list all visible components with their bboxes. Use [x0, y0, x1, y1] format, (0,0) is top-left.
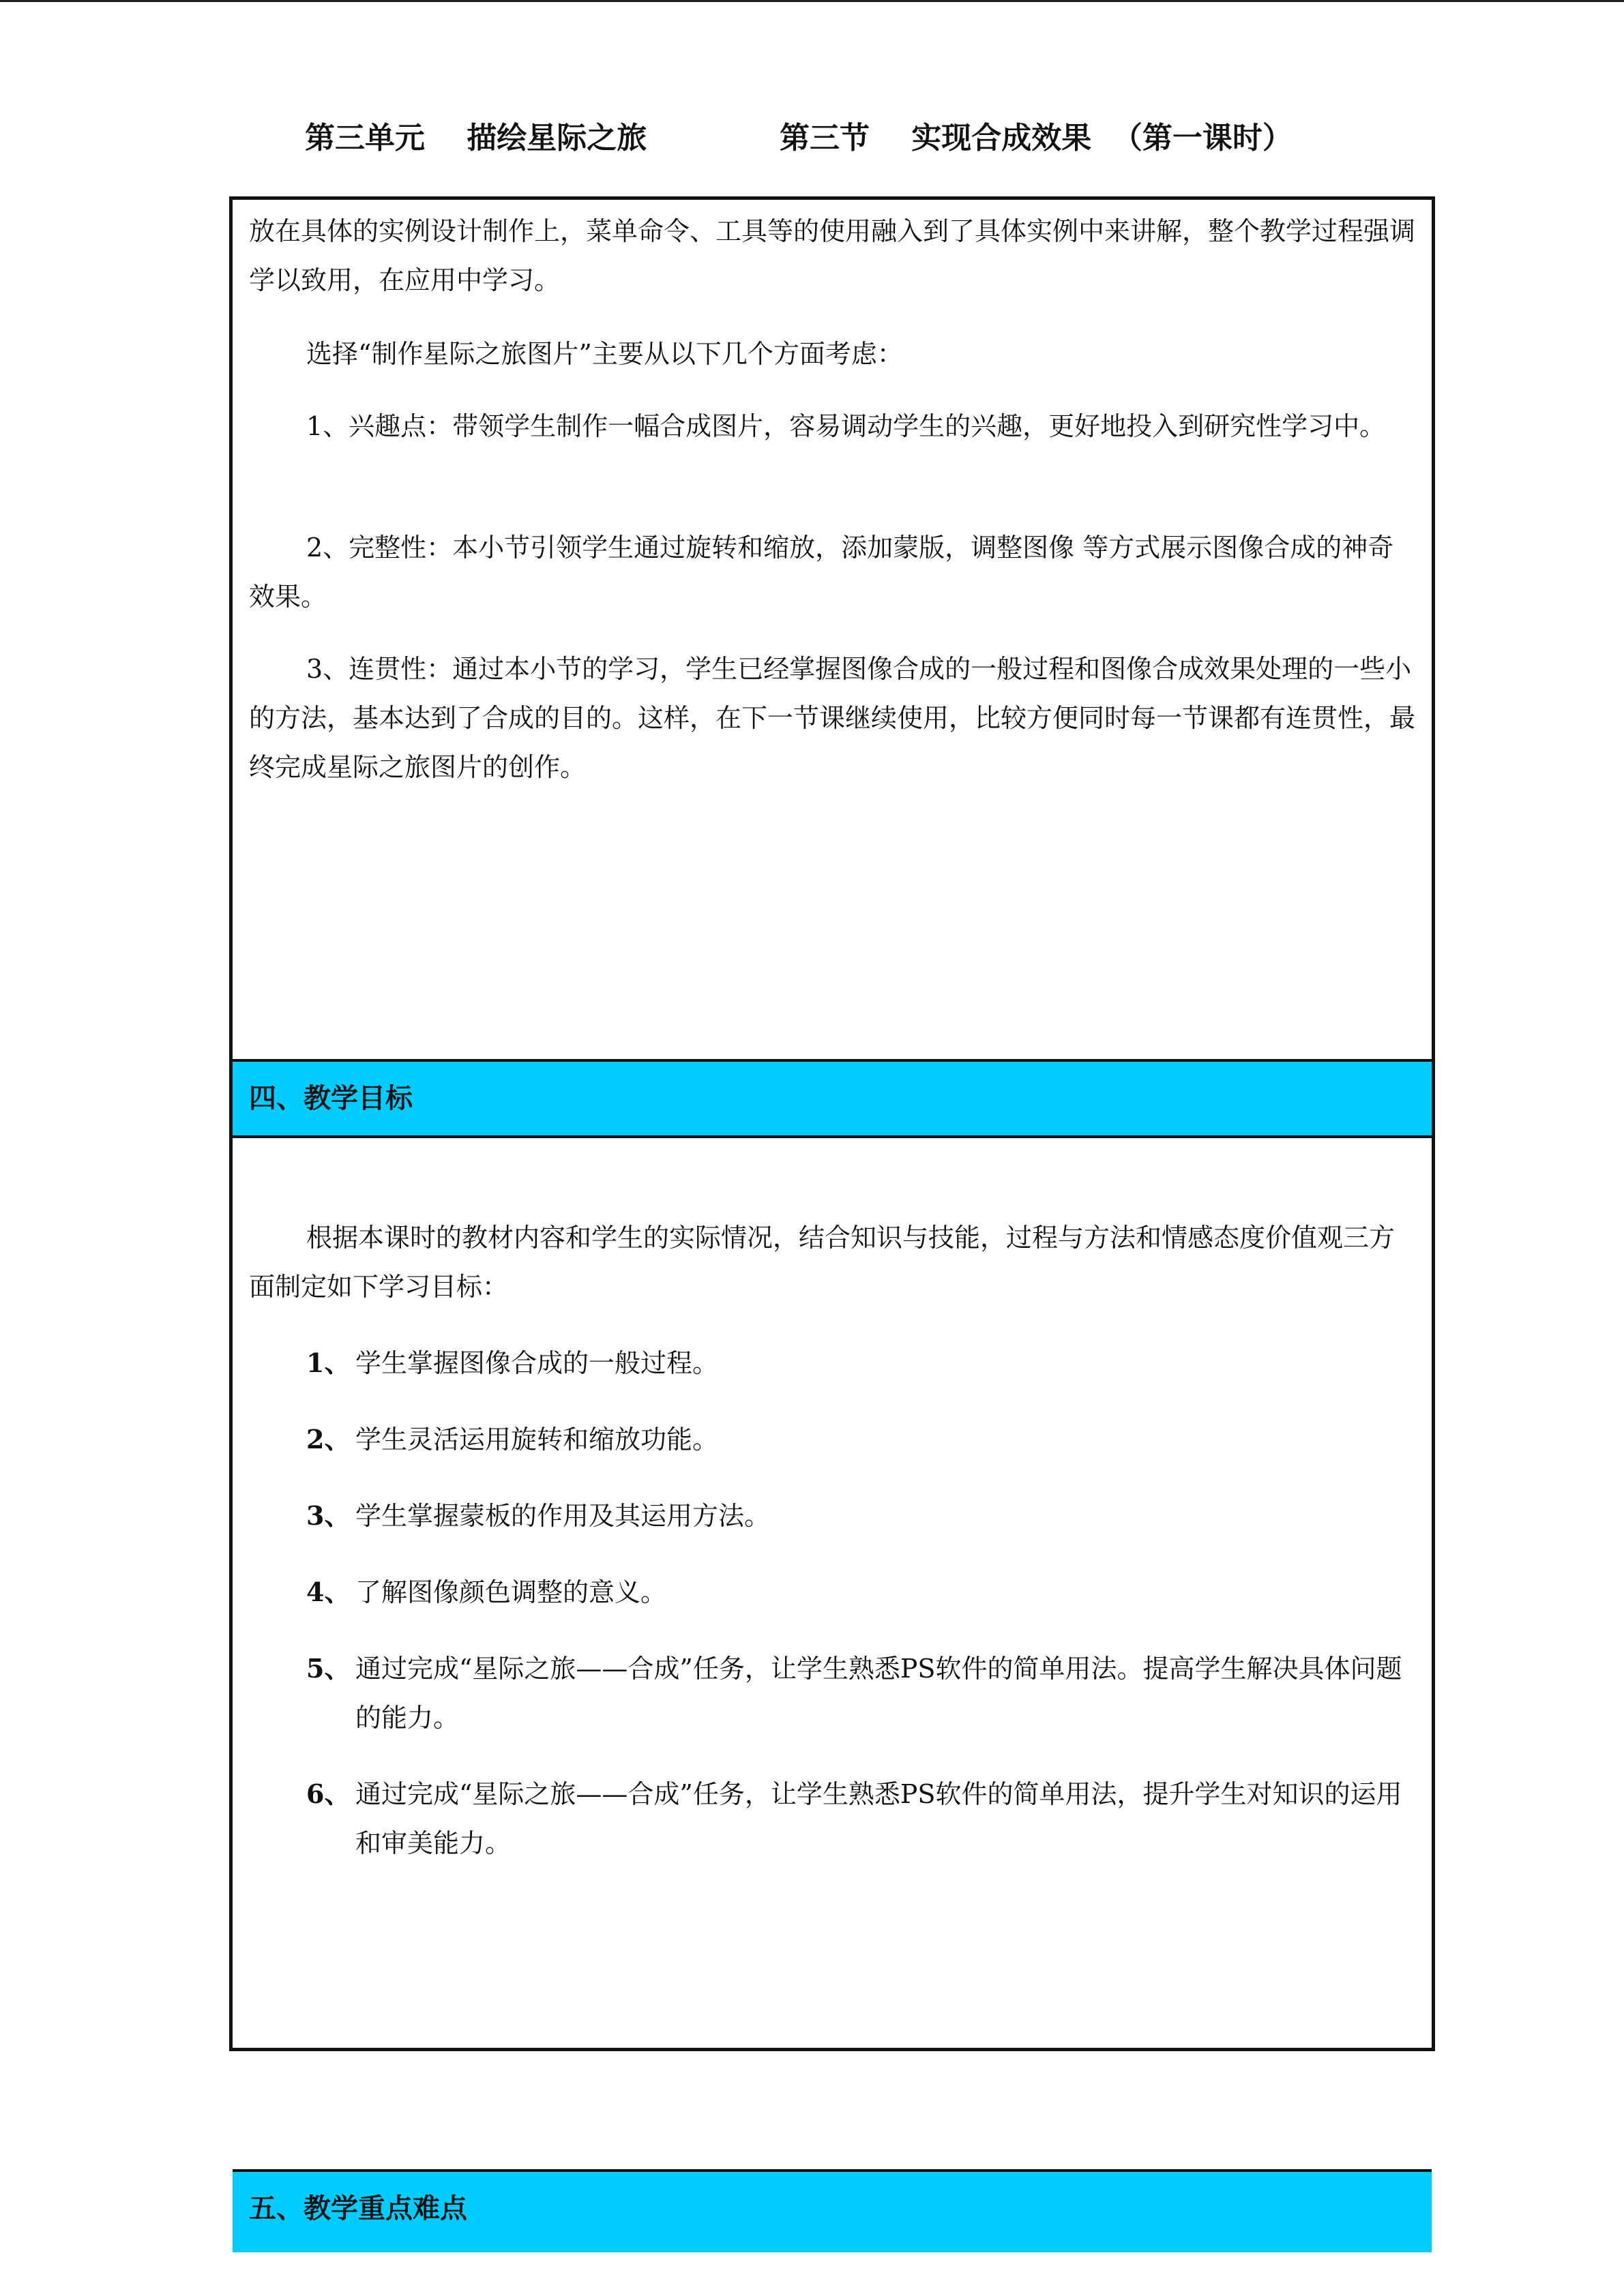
- section4-heading-band: [233, 1059, 1432, 1138]
- goal-text: 学生灵活运用旋转和缩放功能。: [355, 1425, 719, 1455]
- intro-cell: [233, 200, 1432, 1059]
- page-top-rule: [0, 0, 1624, 2]
- goal-number: 4、: [306, 1577, 351, 1607]
- intro-paragraph-completeness: 2、完整性：本小节引领学生通过旋转和缩放，添加蒙版，调整图像 等方式展示图像合成的神奇效果。: [249, 533, 1394, 612]
- goal-number: 2、: [306, 1424, 351, 1455]
- goal-text: 学生掌握蒙板的作用及其运用方法。: [355, 1501, 771, 1531]
- intro-paragraph-continued: 放在具体的实例设计制作上，菜单命令、工具等的使用融入到了具体实例中来讲解，整个教学过程强调学以致用，在应用中学习。: [249, 216, 1416, 295]
- section4-heading: 四、教学目标: [249, 1083, 413, 1114]
- section5-heading: 五、教学重点难点: [249, 2193, 467, 2224]
- intro-paragraph-choice: 选择“制作星际之旅图片”主要从以下几个方面考虑：: [306, 339, 903, 369]
- intro-paragraph-interest: 1、兴趣点：带领学生制作一幅合成图片，容易调动学生的兴趣，更好地投入到研究性学习中。: [306, 411, 1386, 441]
- goal-text: 学生掌握图像合成的一般过程。: [355, 1348, 719, 1378]
- goal-number: 5、: [306, 1653, 351, 1684]
- goals-cell: [233, 1138, 1432, 2169]
- lesson-plan-table: [229, 196, 1435, 2224]
- goal-number: 6、: [306, 1778, 351, 1809]
- section-title: 第三节 实现合成效果 （第一课时）: [780, 121, 1293, 155]
- goal-number: 1、: [306, 1347, 351, 1378]
- goal-number: 3、: [306, 1500, 351, 1531]
- goals-intro: 根据本课时的教材内容和学生的实际情况，结合知识与技能，过程与方法和情感态度价值观三方面制定如下学习目标：: [249, 1223, 1396, 1302]
- document-header: [0, 115, 1624, 162]
- goal-text: 了解图像颜色调整的意义。: [355, 1577, 667, 1607]
- unit-title: 第三单元 描绘星际之旅: [305, 121, 647, 155]
- intro-paragraph-coherence: 3、连贯性：通过本小节的学习，学生已经掌握图像合成的一般过程和图像合成效果处理的一些小的方法，基本达到了合成的目的。这样，在下一节课继续使用，比较方便同时每一节课都有连贯性，最终完成星际之旅图片的创作。: [249, 654, 1416, 782]
- section5-heading-band: [233, 2169, 1432, 2252]
- goal-text: 通过完成“星际之旅——合成”任务，让学生熟悉PS软件的简单用法，提升学生对知识的运用和审美能力。: [355, 1779, 1402, 1858]
- goal-text: 通过完成“星际之旅——合成”任务，让学生熟悉PS软件的简单用法。提高学生解决具体问题的能力。: [355, 1654, 1402, 1733]
